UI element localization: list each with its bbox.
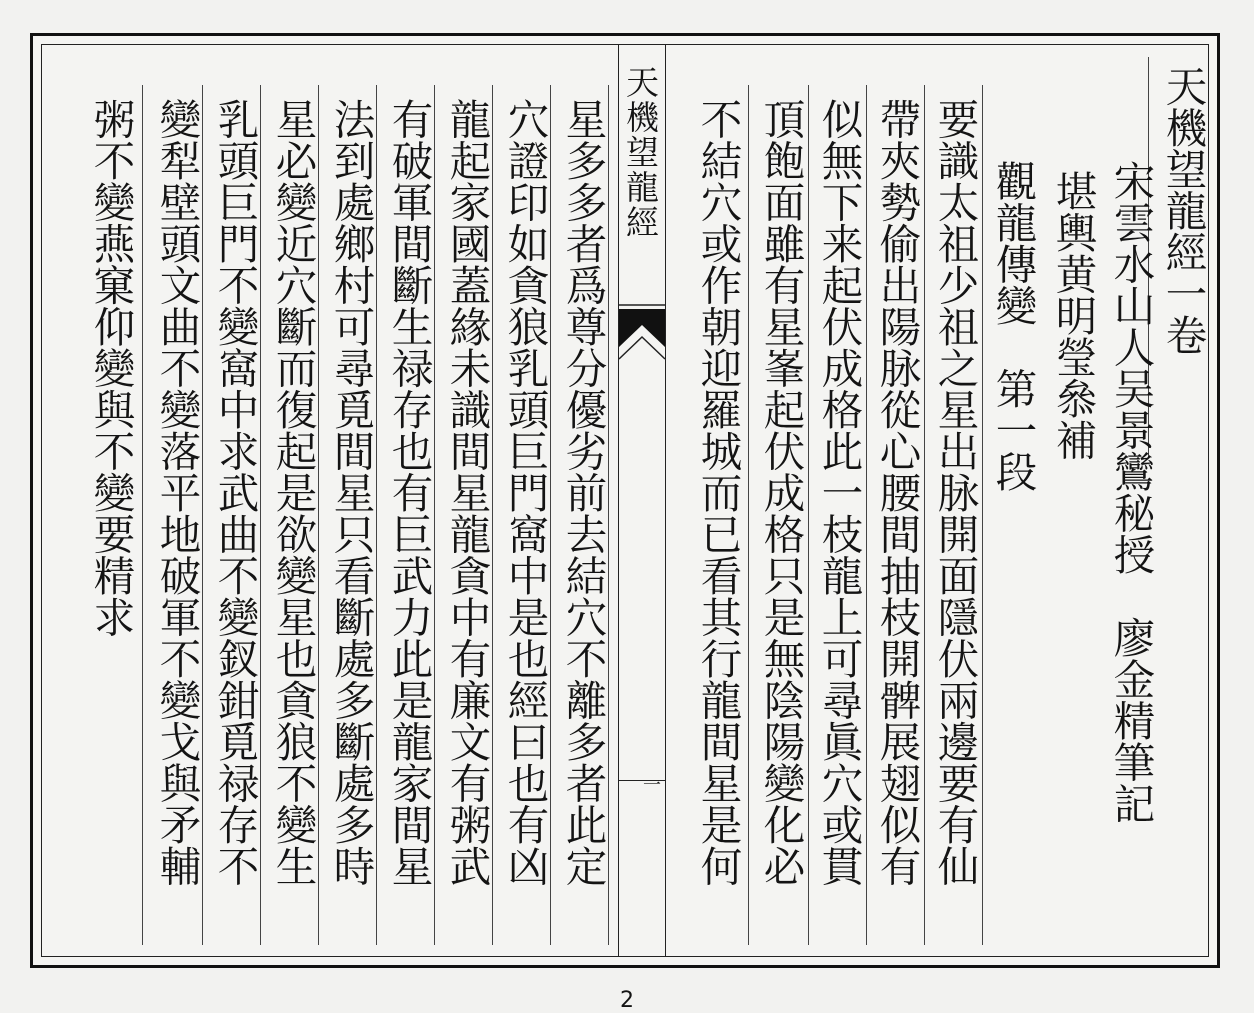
- text-column: 星必變近穴斷而復起是欲變星也貪狼不變生: [268, 98, 318, 887]
- text-column: 星多多者爲尊分優劣前去結穴不離多者此定: [558, 98, 608, 887]
- author-column: 宋雲水山人吴景鸞秘授 廖金精筆記: [1106, 160, 1156, 824]
- text-column: 粥不變燕窠仰變與不變要精求: [86, 98, 136, 638]
- column-rule: [808, 85, 809, 945]
- editor-column: 堪輿黄明瑩叅補: [1048, 170, 1098, 461]
- text-column: 似無下来起伏成格此一枝龍上可尋眞穴或貫: [814, 98, 864, 887]
- text-column: 頂飽面雖有星峯起伏成格只是無陰陽變化必: [756, 98, 806, 887]
- text-column: 法到處鄉村可尋覓間星只看斷處多斷處多時: [326, 98, 376, 887]
- column-rule: [492, 85, 493, 945]
- section-heading-column: 觀龍傳變 第一段: [988, 160, 1038, 492]
- column-rule: [260, 85, 261, 945]
- column-rule: [608, 85, 609, 945]
- text-block: [41, 44, 1209, 957]
- center-rule: [619, 780, 665, 781]
- center-title: 天機望龍經: [621, 65, 660, 240]
- book-title-column: 天機望龍經一卷: [1158, 65, 1208, 356]
- column-rule: [434, 85, 435, 945]
- page-frame: [30, 33, 1220, 968]
- text-column: 有破軍間斷生禄存也有巨武力此是龍家間星: [384, 98, 434, 887]
- text-column: 不結穴或作朝迎羅城而已看其行龍間星是何: [693, 98, 743, 887]
- text-column: 穴證印如貪狼乳頭巨門窩中是也經曰也有凶: [500, 98, 550, 887]
- column-rule: [318, 85, 319, 945]
- center-strip: [618, 45, 666, 956]
- text-column: 變犁壁頭文曲不變落平地破軍不變戈與矛輔: [152, 98, 202, 887]
- column-rule: [202, 85, 203, 945]
- column-rule: [550, 85, 551, 945]
- text-column: 乳頭巨門不變窩中求武曲不變釵鉗覓禄存不: [210, 98, 260, 887]
- column-rule: [866, 85, 867, 945]
- column-rule: [924, 85, 925, 945]
- folio-number: 一: [640, 775, 661, 793]
- column-rule: [376, 85, 377, 945]
- text-column: 龍起家國蓋緣未識間星龍貪中有廉文有粥武: [442, 98, 492, 887]
- text-column: 帶夾勢偷出陽脉從心腰間抽枝開髀展翅似有: [872, 98, 922, 887]
- text-column: 要識太祖少祖之星出脉開面隱伏兩邊要有仙: [930, 98, 980, 887]
- column-rule: [982, 85, 983, 945]
- column-rule: [748, 85, 749, 945]
- column-rule: [142, 85, 143, 945]
- page-number: 2: [620, 988, 634, 1013]
- fishtail-mark: [619, 303, 665, 363]
